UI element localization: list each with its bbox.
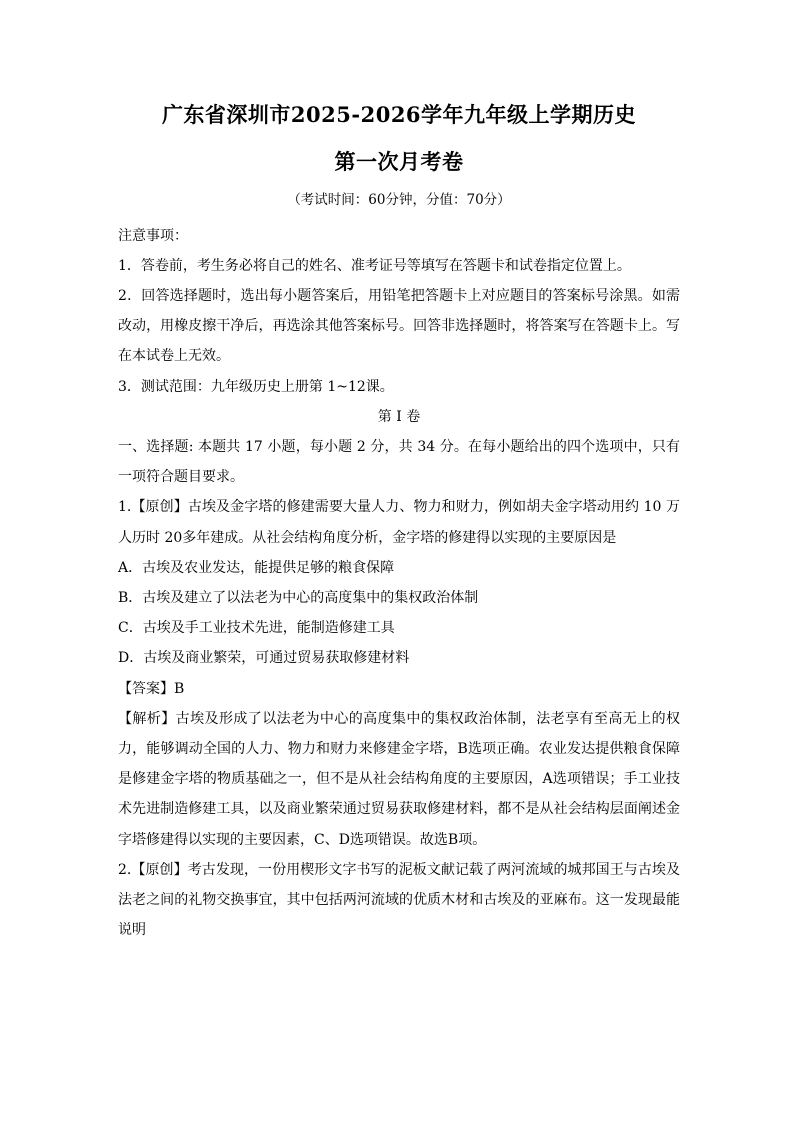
notice-item-1: 1．答卷前，考生务必将自己的姓名、准考证号等填写在答题卡和试卷指定位置上。	[118, 257, 631, 274]
question-1-option-b: B．古埃及建立了以法老为中心的高度集中的集权政治体制	[118, 589, 479, 606]
question-1-answer: 【答案】B	[118, 680, 185, 697]
exam-title-line1: 广东省深圳市2025-2026学年九年级上学期历史	[161, 102, 637, 127]
question-1	[118, 492, 680, 854]
exam-title-line2: 第一次月考卷	[334, 149, 464, 174]
notice-item-3: 3．测试范围：九年级历史上册第 1~12课。	[118, 378, 394, 395]
volume-label: 第 I 卷	[377, 408, 421, 425]
question-1-analysis: 【解析】古埃及形成了以法老为中心的高度集中的集权政治体制，法老享有至高无上的权力，能够调动全国的人力、物力和财力来修建金字塔，B选项正确。农业发达提供粮食保障是修建金字塔的物质基础之一，但不是从社会结构角度的主要原因，A选项错误；手工业技术先进制造修建工具，以及商业繁荣通过贸易获取修建材料，都不是从社会结构层面阐述金字塔修建得以实现的主要因素，C、D选项错误。故选B项。	[118, 710, 680, 848]
section-heading: 一、选择题: 本题共 17 小题，每小题 2 分，共 34 分。在每小题给出的四个选项中，只有一项符合题目要求。	[118, 438, 680, 486]
question-1-option-c: C．古埃及手工业技术先进，能制造修建工具	[118, 620, 395, 637]
question-1-option-d: D．古埃及商业繁荣，可通过贸易获取修建材料	[118, 650, 410, 667]
exam-info: （考试时间：60分钟，分值：70分）	[287, 192, 511, 208]
question-2	[118, 855, 680, 946]
notice-item-2: 2．回答选择题时，选出每小题答案后，用铅笔把答题卡上对应题目的答案标号涂黑。如需改动，用橡皮擦干净后，再选涂其他答案标号。回答非选择题时，将答案写在答题卡上。写在本试卷上无效。	[118, 287, 680, 365]
question-1-stem: 1.【原创】古埃及金字塔的修建需要大量人力、物力和财力，例如胡夫金字塔动用约 10 万人历时 20多年建成。从社会结构角度分析，金字塔的修建得以实现的主要原因是	[118, 499, 680, 546]
notice-section	[118, 221, 680, 402]
notice-heading: 注意事项：	[118, 227, 188, 244]
question-1-option-a: A．古埃及农业发达，能提供足够的粮食保障	[118, 559, 395, 576]
exam-page	[118, 104, 680, 945]
question-2-stem: 2.【原创】考古发现，一份用楔形文字书写的泥板文献记载了两河流域的城邦国王与古埃及法老之间的礼物交换事宜，其中包括两河流域的优质木材和古埃及的亚麻布。这一发现最能说明	[118, 861, 680, 939]
